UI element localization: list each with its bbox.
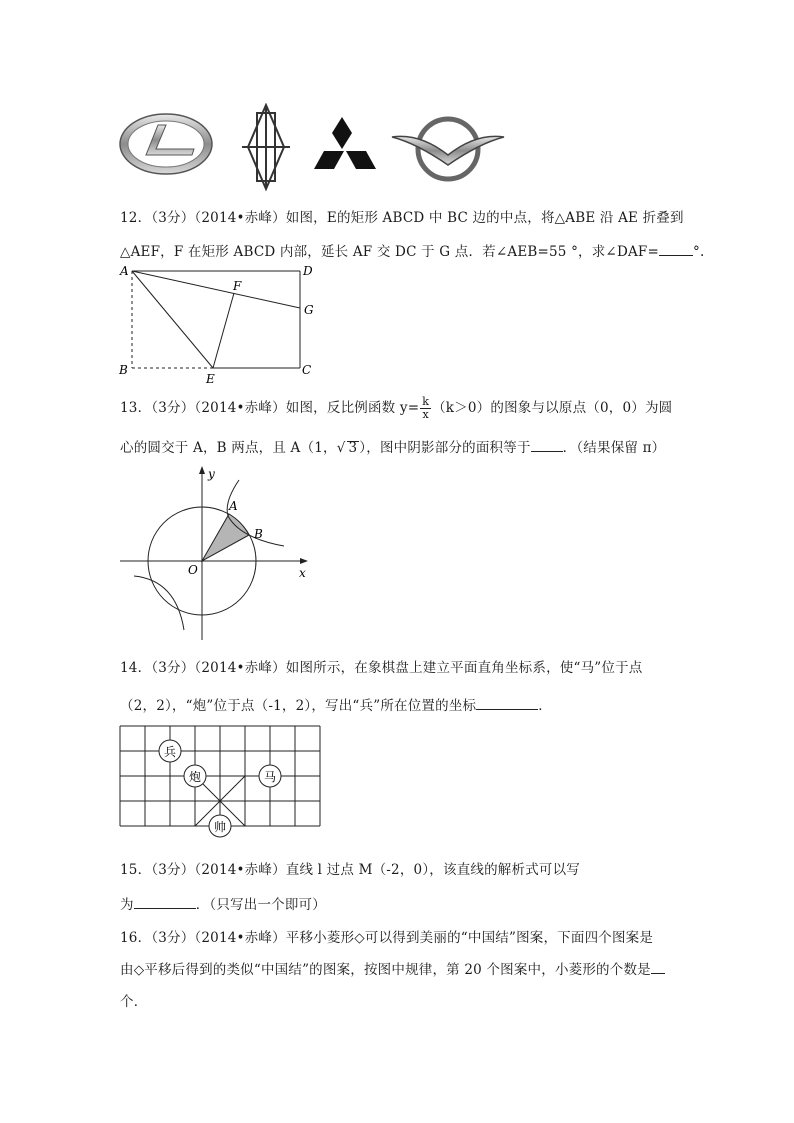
q12-label-g: G [304, 303, 314, 317]
q14-chessboard-figure [118, 724, 323, 838]
q13-label-y: y [208, 467, 215, 481]
haima-logo-icon [392, 119, 504, 179]
q12-segment-ae [132, 271, 213, 368]
lexus-logo-icon [120, 114, 212, 174]
q15-line-1: 15．（3分）（2014•赤峰）直线 l 过点 M（-2，0），该直线的解析式可以写 [120, 862, 580, 878]
q14-piece-pao-label: 炮 [188, 770, 202, 784]
q16-line-1: 16．（3分）（2014•赤峰）平移小菱形◇可以得到美丽的“中国结”图案，下面四个图案是 [120, 930, 654, 946]
q16-answer-blank [651, 973, 665, 974]
q12-rectangle-figure [112, 260, 327, 386]
q13-fraction-denominator: x [422, 408, 429, 421]
q15-line-2 [120, 893, 326, 913]
q13-line-2-mid: ），图中阴影部分的面积等于 [359, 440, 531, 456]
q14-line-1: 14．（3分）（2014•赤峰）如图所示，在象棋盘上建立平面直角坐标系，使“马”位于点 [120, 660, 643, 676]
q12-line-2-end: °. [693, 244, 705, 260]
q12-line-1: 12．（3分）（2014•赤峰）如图，E的矩形 ABCD 中 BC 边的中点，将△ABE 沿 AE 折叠到 [120, 210, 684, 226]
q13-fraction-numerator: k [422, 395, 430, 408]
q13-line-2-end: ．（结果保留 π） [562, 440, 666, 456]
q14-piece-ma-label: 马 [263, 770, 277, 784]
q12-label-b: B [119, 363, 128, 377]
q12-label-d: D [303, 264, 313, 278]
q15-line-2-end: ．（只写出一个即可） [195, 897, 326, 913]
q13-x-axis-arrow [300, 558, 308, 564]
q15-answer-blank [134, 908, 196, 909]
q12-label-c: C [302, 363, 312, 377]
q12-label-e: E [206, 372, 215, 386]
q14-line-2-text: （2，2），“炮”位于点（-1，2），写出“兵”所在位置的坐标 [120, 698, 477, 714]
q13-label-x: x [299, 566, 306, 580]
q12-label-a: A [120, 264, 129, 278]
q14-line-2-end: ． [538, 698, 552, 714]
lincoln-logo-icon [242, 105, 290, 189]
q14-piece-shuai [209, 815, 231, 837]
q15-line-2-text: 为 [120, 897, 134, 913]
q13-circle-figure [116, 462, 316, 644]
q14-piece-ma [259, 765, 281, 787]
car-logos-figure [118, 103, 510, 193]
q13-answer-blank [531, 451, 563, 452]
q13-hyperbola-branch-2 [134, 576, 184, 630]
q12-segment-ef [213, 293, 234, 368]
q14-piece-bing [159, 740, 181, 762]
q16-line-3: 个． [120, 994, 148, 1010]
q13-line-1-text: 13．（3分）（2014•赤峰）如图，反比例函数 y= [120, 400, 420, 416]
mitsubishi-logo-icon [314, 117, 376, 169]
q13-y-axis-arrow [199, 466, 205, 474]
q14-piece-pao [184, 765, 206, 787]
q13-sqrt-sign: √ [336, 440, 346, 456]
q12-answer-blank [659, 255, 693, 256]
q16-line-2-text: 由◇平移后得到的类似“中国结”的图案，按图中规律，第 20 个图案中，小菱形的个数是 [120, 962, 651, 978]
q13-line-1-end: （k＞0）的图象与以原点（0，0）为圆 [432, 400, 673, 416]
q13-line-2 [120, 436, 665, 456]
q13-fraction [420, 396, 431, 421]
q14-piece-bing-label: 兵 [163, 745, 177, 759]
q14-answer-blank [476, 709, 538, 710]
q14-line-2 [120, 694, 552, 714]
q12-segment-ag [132, 271, 300, 308]
q13-line-1 [120, 396, 672, 421]
q14-piece-shuai-label: 帅 [213, 820, 227, 834]
q13-label-b: B [254, 527, 263, 541]
q12-line-2-text: △AEF，F 在矩形 ABCD 内部，延长 AF 交 DC 于 G 点．若∠AEB=55 °，求∠DAF= [120, 244, 659, 260]
q13-line-2-text: 心的圆交于 A，B 两点，且 A（1， [120, 440, 337, 456]
q13-label-a: A [229, 499, 238, 513]
q14-board-grid [120, 726, 320, 826]
q12-line-2 [120, 240, 704, 260]
q12-label-f: F [233, 279, 242, 293]
q16-line-2 [120, 958, 665, 978]
q13-sqrt-value: 3 [348, 440, 358, 456]
q13-label-o: O [188, 563, 198, 577]
q13-shaded-region [202, 514, 249, 561]
